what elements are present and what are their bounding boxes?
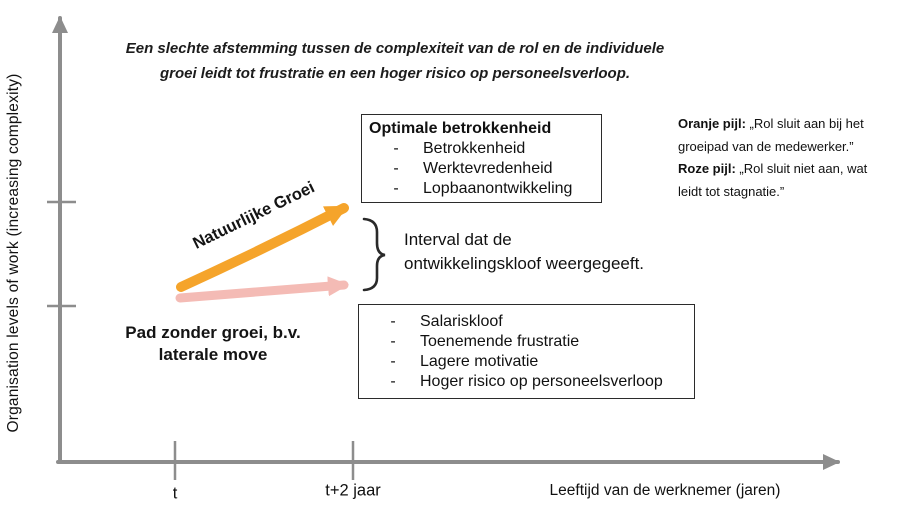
legend-orange-line-1 (678, 113, 900, 136)
diagram-title-line-1: Een slechte afstemming tussen de complexiteit van de rol en de individuele (125, 40, 665, 57)
interval-brace (364, 219, 385, 290)
interval-note-line-2: ontwikkelingskloof weergegeeft. (404, 254, 645, 273)
interval-note (404, 228, 644, 276)
list-bullet: - (393, 160, 399, 177)
list-item (366, 372, 688, 392)
legend-pink-line-2: leidt tot stagnatie.” (678, 183, 785, 199)
list-item-text: Hoger risico op personeelsverloop (420, 373, 663, 390)
list-bullet: - (393, 140, 399, 157)
list-item-text: Lagere motivatie (420, 353, 539, 370)
legend-orange-line-2: groeipad van de medewerker.” (678, 138, 854, 154)
list-bullet: - (390, 313, 396, 330)
natural-growth-arrow-label: Natuurlijke Groei (190, 178, 318, 253)
list-item (366, 352, 688, 372)
list-item (369, 179, 595, 199)
y-axis-label: Organisation levels of work (increasing complexity) (5, 73, 22, 433)
lateral-path-label-line-2: laterale move (158, 345, 268, 364)
list-item (366, 312, 688, 332)
legend-pink-line-1 (678, 158, 900, 181)
list-bullet: - (390, 373, 396, 390)
legend-orange-label: Oranje pijl: (678, 116, 746, 131)
legend-orange-text-1: „Rol sluit aan bij het (749, 116, 864, 131)
legend-pink-label: Roze pijl: (678, 161, 736, 176)
interval-note-line-1: Interval dat de (404, 230, 512, 249)
list-bullet: - (390, 353, 396, 370)
list-item-text: Toenemende frustratie (420, 333, 580, 350)
development-gap-box (358, 304, 695, 399)
arrow-legend (678, 113, 900, 203)
list-item (369, 139, 595, 159)
list-item-text: Salariskloof (420, 313, 503, 330)
diagram-title (75, 36, 715, 86)
optimal-engagement-box (361, 114, 602, 203)
list-item-text: Werktevredenheid (423, 160, 553, 177)
lateral-path-label (112, 322, 314, 366)
x-tick-label-t: t (172, 484, 178, 503)
list-item (366, 332, 688, 352)
optimal-engagement-box-title: Optimale betrokkenheid (369, 120, 552, 137)
x-tick-label-t2: t+2 jaar (325, 481, 381, 500)
list-bullet: - (390, 333, 396, 350)
lateral-path-label-line-1: Pad zonder groei, b.v. (125, 323, 301, 342)
list-bullet: - (393, 180, 399, 197)
legend-pink-text-1: „Rol sluit niet aan, wat (739, 161, 868, 176)
list-item-text: Lopbaanontwikkeling (423, 180, 573, 197)
lateral-path-arrow (180, 285, 344, 298)
x-axis-label: Leeftijd van de werknemer (jaren) (549, 482, 781, 499)
diagram-title-line-2: groei leidt tot frustratie en een hoger risico op personeelsverloop. (159, 65, 631, 82)
list-item-text: Betrokkenheid (423, 140, 526, 157)
list-item (369, 159, 595, 179)
